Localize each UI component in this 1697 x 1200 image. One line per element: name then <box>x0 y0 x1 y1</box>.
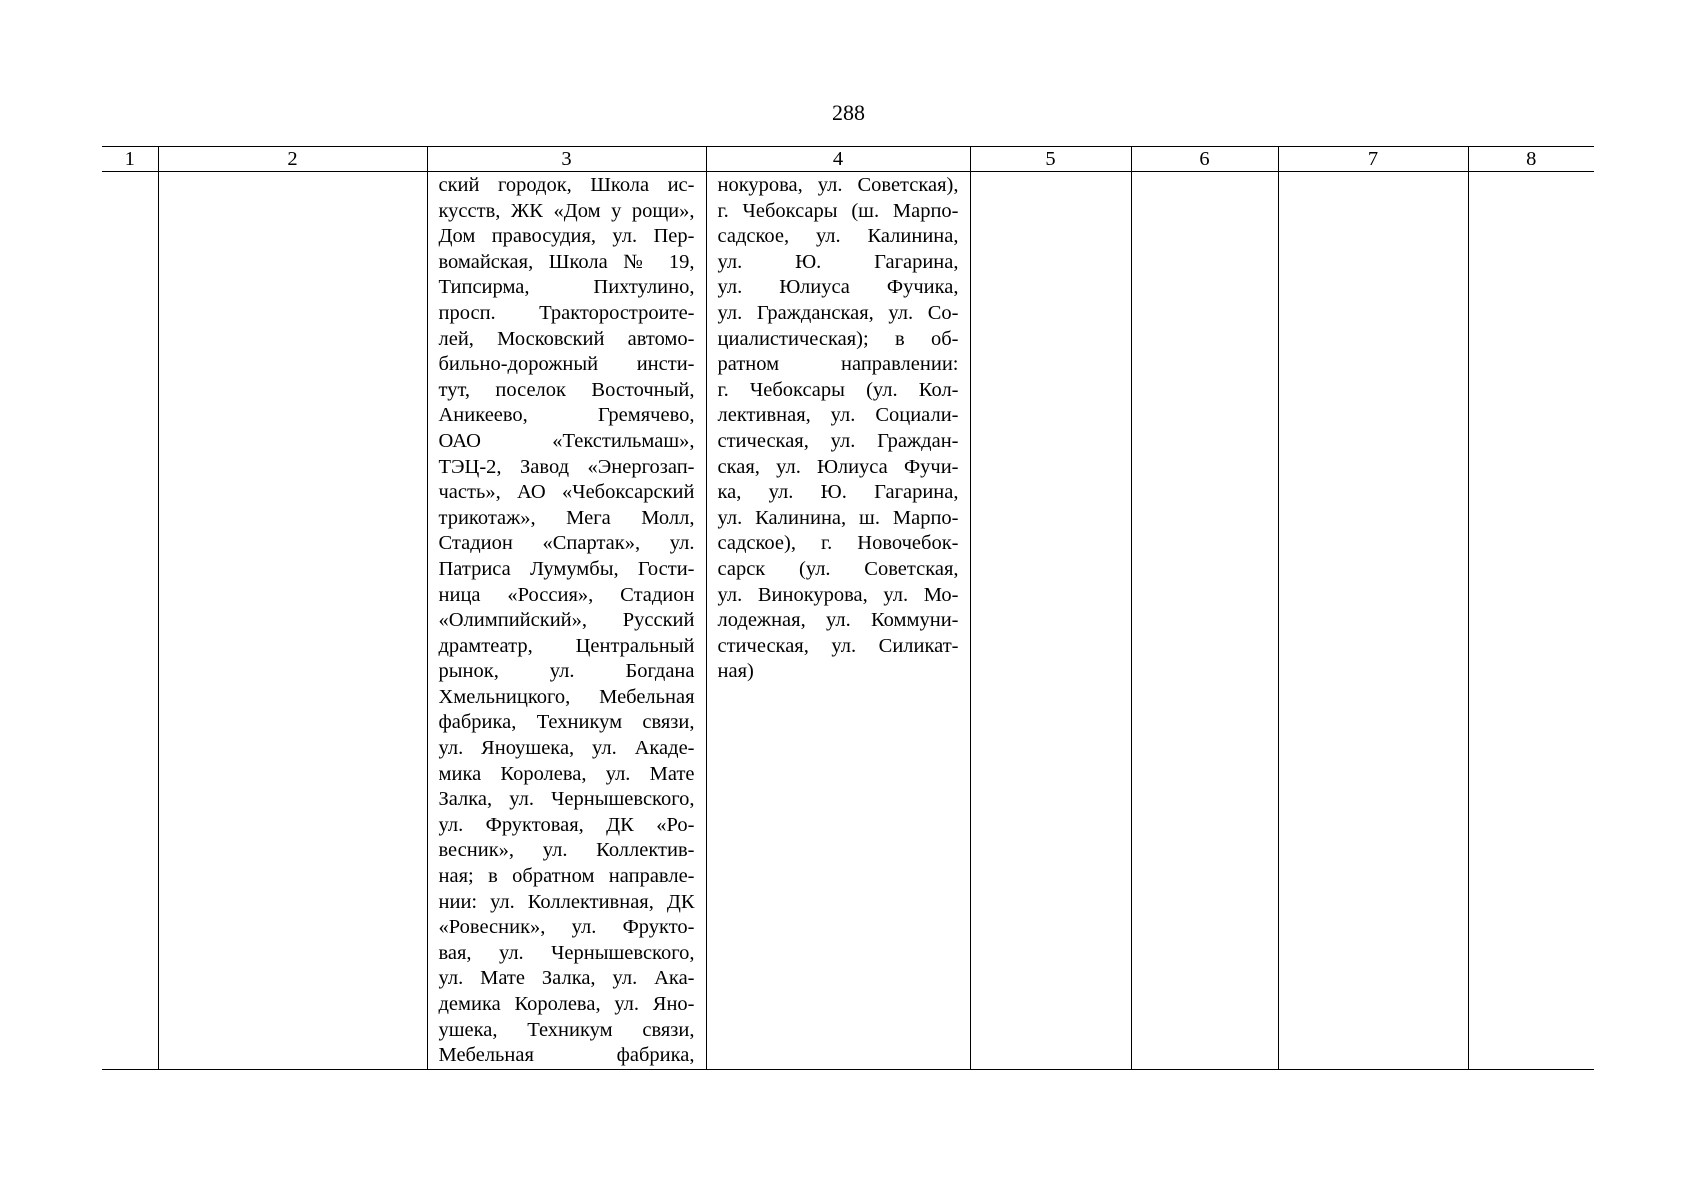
col3-line: драмтеатр, Центральный <box>438 634 695 657</box>
cell-col-2 <box>158 172 427 1070</box>
col4-line: ратном направлении: <box>717 353 959 376</box>
col3-line: ул. Фруктовая, ДК «Ро- <box>438 813 695 836</box>
column-header-7: 7 <box>1278 147 1468 172</box>
col4-line: лективная, ул. Социали- <box>717 404 959 427</box>
table-row <box>102 172 1594 1070</box>
col3-line: Стадион «Спартак», ул. <box>438 532 695 555</box>
col3-line: Хмельницкого, Мебельная <box>438 685 695 708</box>
col3-line: просп. Тракторостроите- <box>438 301 695 324</box>
col3-line: Патриса Лумумбы, Гости- <box>438 557 695 580</box>
cell-col-8 <box>1468 172 1594 1070</box>
col4-line: стическая, ул. Силикат- <box>717 634 959 657</box>
cell-col-4 <box>706 172 970 1070</box>
col3-line: Типсирма, Пихтулино, <box>438 276 695 299</box>
col3-line: вомайская, Школа № 19, <box>438 250 695 273</box>
col3-line: ница «Россия», Стадион <box>438 583 695 606</box>
col3-line: вая, ул. Чернышевского, <box>438 941 695 964</box>
col3-line: рынок, ул. Богдана <box>438 660 695 683</box>
col3-line: Дом правосудия, ул. Пер- <box>438 225 695 248</box>
cell-col-3 <box>427 172 706 1070</box>
col3-line: демика Королева, ул. Яно- <box>438 993 695 1015</box>
col3-line: «Олимпийский», Русский <box>438 609 695 632</box>
col3-line: тут, поселок Восточный, <box>438 378 695 401</box>
col3-line: ушека, Техникум связи, <box>438 1018 695 1041</box>
col3-line: часть», АО «Чебоксарский <box>438 481 695 504</box>
column-header-3: 3 <box>427 147 706 172</box>
page-number: 288 <box>832 100 865 125</box>
table-header <box>102 147 1594 172</box>
cell-col-6 <box>1131 172 1278 1070</box>
col4-line: ул. Гражданская, ул. Со- <box>717 301 959 324</box>
col4-line: ка, ул. Ю. Гагарина, <box>717 481 959 504</box>
col3-line: мика Королева, ул. Мате <box>438 762 695 785</box>
header-row <box>102 147 1594 172</box>
column-header-5: 5 <box>970 147 1131 172</box>
col4-line: стическая, ул. Граждан- <box>717 429 959 452</box>
col4-line: г. Чебоксары (ул. Кол- <box>717 378 959 401</box>
col3-line: «Ровесник», ул. Фрукто- <box>438 916 695 939</box>
col4-line: садское), г. Новочебок- <box>717 532 959 555</box>
cell-col-1 <box>102 172 158 1070</box>
route-streets-text <box>707 172 970 685</box>
route-table <box>102 146 1594 1070</box>
col4-line: ул. Ю. Гагарина, <box>717 250 959 273</box>
col3-line: ная; в обратном направле- <box>438 865 695 888</box>
col3-line: ТЭЦ-2, Завод «Энергозап- <box>438 455 695 478</box>
column-header-4: 4 <box>706 147 970 172</box>
col4-line: ул. Винокурова, ул. Мо- <box>717 583 959 606</box>
column-header-2: 2 <box>158 147 427 172</box>
col3-line: весник», ул. Коллектив- <box>438 839 695 862</box>
route-stops-text <box>428 172 706 1069</box>
col4-line: циалистическая); в об- <box>717 327 959 350</box>
col4-line: г. Чебоксары (ш. Марпо- <box>717 199 959 222</box>
col3-line: ОАО «Текстильмаш», <box>438 429 695 452</box>
col4-line: сарск (ул. Советская, <box>717 557 959 580</box>
col3-line: фабрика, Техникум связи, <box>438 711 695 734</box>
cell-col-5 <box>970 172 1131 1070</box>
col3-line: Аникеево, Гремячево, <box>438 404 695 427</box>
cell-col-7 <box>1278 172 1468 1070</box>
col3-line: ул. Мате Залка, ул. Ака- <box>438 967 695 990</box>
col3-line: Залка, ул. Чернышевского, <box>438 788 695 811</box>
col4-line: нокурова, ул. Советская), <box>717 174 959 196</box>
col4-line: ул. Калинина, ш. Марпо- <box>717 506 959 529</box>
col4-line: ская, ул. Юлиуса Фучи- <box>717 455 959 478</box>
col4-line: лодежная, ул. Коммуни- <box>717 609 959 632</box>
col3-line: лей, Московский автомо- <box>438 327 695 350</box>
col4-line: садское, ул. Калинина, <box>717 225 959 248</box>
col3-line: ский городок, Школа ис- <box>438 174 695 196</box>
column-header-6: 6 <box>1131 147 1278 172</box>
col3-line: трикотаж», Мега Молл, <box>438 506 695 529</box>
col3-line: Мебельная фабрика, <box>438 1044 695 1067</box>
col3-line: нии: ул. Коллективная, ДК <box>438 890 695 913</box>
col4-line: ная) <box>717 660 754 683</box>
col4-line: ул. Юлиуса Фучика, <box>717 276 959 299</box>
column-header-8: 8 <box>1468 147 1594 172</box>
column-header-1: 1 <box>102 147 158 172</box>
col3-line: ул. Яноушека, ул. Акаде- <box>438 737 695 760</box>
col3-line: бильно-дорожный инсти- <box>438 353 695 376</box>
col3-line: кусств, ЖК «Дом у рощи», <box>438 199 695 222</box>
